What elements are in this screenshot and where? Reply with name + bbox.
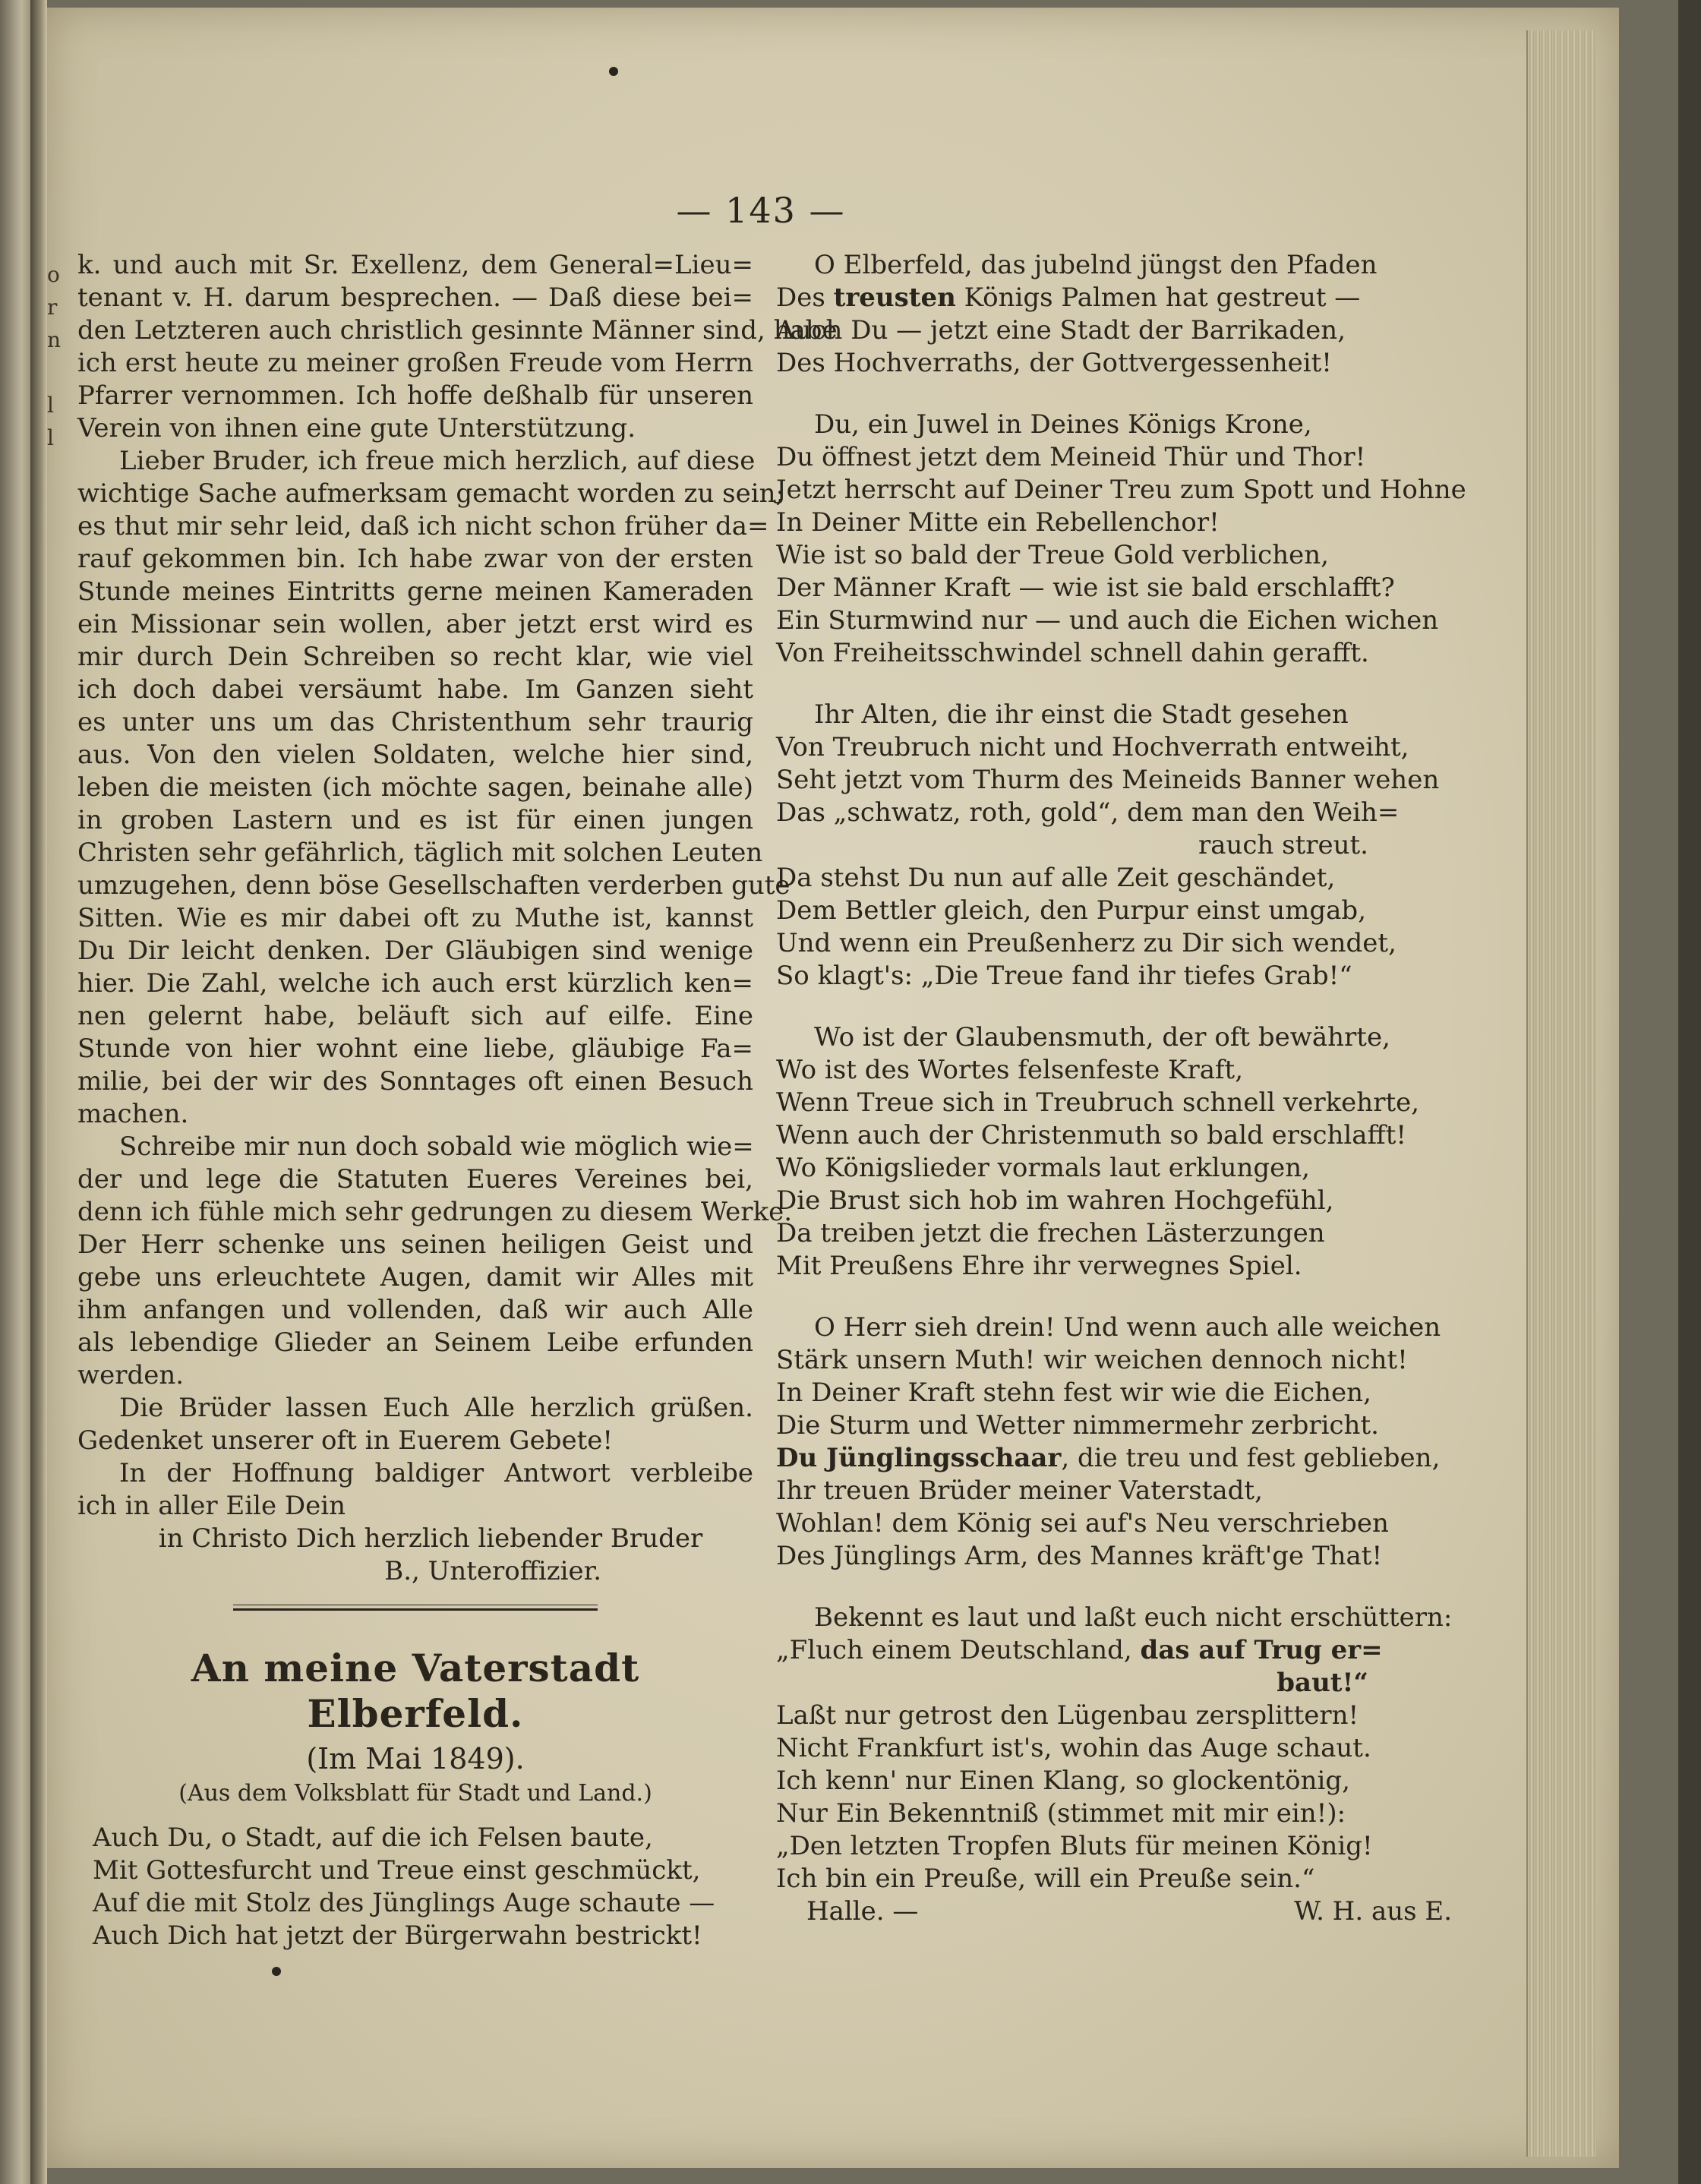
poem-line: Ich bin ein Preuße, will ein Preuße sein.“ — [776, 1864, 1315, 1894]
text-line: Pfarrer vernommen. Ich hoffe deßhalb für unseren — [77, 380, 753, 411]
left-column — [77, 249, 838, 1952]
page-block-edges — [1526, 30, 1596, 2157]
margin-letter: r — [47, 295, 58, 320]
poem-line: Die Brust sich hob im wahren Hochgefühl, — [776, 1185, 1334, 1216]
poem-line: Ihr treuen Brüder meiner Vaterstadt, — [776, 1475, 1263, 1506]
margin-letter: l — [47, 425, 54, 450]
text-line: In der Hoffnung baldiger Antwort verbleibe — [119, 1458, 753, 1488]
text-line: Sitten. Wie es mir dabei oft zu Muthe ist, kannst — [77, 903, 753, 933]
emphasized-word: treusten — [833, 282, 956, 313]
text-line: ich doch dabei versäumt habe. Im Ganzen sieht — [77, 674, 753, 705]
poem-line: Des Jünglings Arm, des Mannes kräft'ge That! — [776, 1541, 1383, 1571]
poem-line: O Herr sieh drein! Und wenn auch alle weichen — [814, 1312, 1441, 1343]
text-line: hier. Die Zahl, welche ich auch erst kürzlich ken= — [77, 968, 753, 999]
poem-line: Ich kenn' nur Einen Klang, so glockentönig, — [776, 1766, 1350, 1796]
poem-line: Mit Preußens Ehre ihr verwegnes Spiel. — [776, 1251, 1302, 1281]
emphasized-word: Du Jünglingsschaar — [776, 1443, 1062, 1473]
emphasized-word: das auf Trug er= — [1140, 1635, 1383, 1665]
text-line: Die Brüder lassen Euch Alle herzlich grüßen. — [119, 1393, 753, 1423]
poem-line: Stärk unsern Muth! wir weichen dennoch nicht! — [776, 1345, 1408, 1375]
poem-line: Wenn auch der Christenmuth so bald erschlafft! — [776, 1120, 1407, 1150]
poem-line: Auch Du, o Stadt, auf die ich Felsen baute, — [93, 1823, 653, 1853]
text-line: in groben Lastern und es ist für einen jungen — [77, 805, 753, 835]
text-line: Schreibe mir nun doch sobald wie möglich wie= — [119, 1131, 754, 1162]
text-line: Stunde von hier wohnt eine liebe, gläubige Fa= — [77, 1034, 753, 1064]
poem-first-stanza — [77, 1822, 753, 1952]
ink-dot — [272, 1967, 281, 1976]
poem-line: „Fluch einem Deutschland, das auf Trug er= — [776, 1635, 1383, 1665]
margin-letter: n — [47, 327, 62, 352]
text-line: ihm anfangen und vollenden, daß wir auch Alle — [77, 1295, 753, 1325]
poem-stanzas — [776, 249, 1466, 1895]
text-line: Du Dir leicht denken. Der Gläubigen sind wenige — [77, 936, 753, 966]
poem-line: Du, ein Juwel in Deines Königs Krone, — [814, 409, 1312, 440]
poem-title: An meine Vaterstadt Elberfeld. — [191, 1646, 640, 1736]
poem-line: In Deiner Mitte ein Rebellenchor! — [776, 507, 1220, 538]
text-line: werden. — [77, 1360, 185, 1390]
text-line: Der Herr schenke uns seinen heiligen Geist und — [77, 1229, 753, 1260]
previous-page-edge — [0, 0, 30, 2184]
text-line: aus. Von den vielen Soldaten, welche hier sind, — [77, 740, 753, 770]
poem-line: Du Jünglingsschaar, die treu und fest geblieben, — [776, 1443, 1441, 1473]
stanza-gap — [776, 993, 1460, 1021]
text-line: wichtige Sache aufmerksam gemacht worden zu sein; — [77, 478, 784, 509]
poem-line: Die Sturm und Wetter nimmermehr zerbricht. — [776, 1410, 1379, 1441]
stanza — [776, 1021, 1460, 1283]
text-line: es unter uns um das Christenthum sehr traurig — [77, 707, 753, 737]
poem-line: Auch Dich hat jetzt der Bürgerwahn bestrickt! — [93, 1920, 702, 1951]
stanza-gap — [776, 1573, 1460, 1602]
poem-line: Ihr Alten, die ihr einst die Stadt gesehen — [814, 699, 1349, 730]
book-gutter — [30, 0, 47, 2184]
poem-date: (Im Mai 1849). — [306, 1742, 525, 1775]
poem-line: Das „schwatz, roth, gold“, dem man den Weih= — [776, 797, 1400, 828]
poem-line: Wo ist des Wortes felsenfeste Kraft, — [776, 1055, 1244, 1085]
poem-line: Nur Ein Bekenntniß (stimmet mit mir ein!): — [776, 1798, 1346, 1829]
letter-closing: in Christo Dich herzlich liebender Bruder — [158, 1523, 703, 1554]
poem-line: Du öffnest jetzt dem Meineid Thür und Thor! — [776, 442, 1366, 472]
stanza — [776, 409, 1466, 670]
text-line: ich erst heute zu meiner großen Freude vom Herrn — [77, 348, 753, 378]
text-line: als lebendige Glieder an Seinem Leibe erfunden — [77, 1327, 753, 1358]
poem-line: Von Freiheitsschwindel schnell dahin gerafft. — [776, 638, 1369, 668]
margin-letter — [47, 356, 65, 389]
text-line: umzugehen, denn böse Gesellschaften verderben gute — [77, 870, 791, 901]
text-line: es thut mir sehr leid, daß ich nicht schon früher da= — [77, 511, 769, 541]
text-line: k. und auch mit Sr. Exellenz, dem General=Lieu= — [77, 250, 753, 280]
poem-line: Wie ist so bald der Treue Gold verblichen, — [776, 540, 1329, 570]
poem-line: Wo ist der Glaubensmuth, der oft bewährte, — [814, 1022, 1390, 1053]
poem-line: Von Treubruch nicht und Hochverrath entweiht, — [776, 732, 1409, 762]
poem-line: Der Männer Kraft — wie ist sie bald erschlafft? — [776, 573, 1395, 603]
text-line: den Letzteren auch christlich gesinnte Männer sind, habe — [77, 315, 838, 346]
letter-text — [77, 249, 838, 1523]
poem-footer — [776, 1895, 1460, 1928]
text-line: milie, bei der wir des Sonntages oft einen Besuch — [77, 1066, 753, 1097]
text-line: tenant v. H. darum besprechen. — Daß diese bei= — [77, 282, 753, 313]
text-line: denn ich fühle mich sehr gedrungen zu diesem Werke. — [77, 1197, 793, 1227]
poem-line: Seht jetzt vom Thurm des Meineids Banner wehen — [776, 765, 1440, 795]
text-line: Verein von ihnen eine gute Unterstützung. — [77, 413, 636, 443]
stanza — [776, 699, 1460, 993]
poem-line: Da treiben jetzt die frechen Lästerzungen — [776, 1218, 1325, 1248]
text-line: nen gelernt habe, beläuft sich auf eilfe. Eine — [77, 1001, 753, 1031]
text-line: rauf gekommen bin. Ich habe zwar von der ersten — [77, 544, 753, 574]
text-line: Lieber Bruder, ich freue mich herzlich, auf diese — [119, 446, 756, 476]
stanza — [776, 1602, 1460, 1895]
poem-line: Auf die mit Stolz des Jünglings Auge schaute — — [93, 1888, 715, 1918]
text-line: ich in aller Eile Dein — [77, 1491, 346, 1521]
poem-line: Jetzt herrscht auf Deiner Treu zum Spott und Hohne — [776, 475, 1466, 505]
poem-line: Bekennt es laut und laßt euch nicht erschüttern: — [814, 1602, 1453, 1633]
poem-line: Wo Königslieder vormals laut erklungen, — [776, 1153, 1310, 1183]
poem-line: So klagt's: „Die Treue fand ihr tiefes Grab!“ — [776, 961, 1352, 991]
poem-line: „Den letzten Tropfen Bluts für meinen König! — [776, 1831, 1373, 1861]
stanza — [776, 1311, 1460, 1573]
text-line: ein Missionar sein wollen, aber jetzt erst wird es — [77, 609, 753, 639]
letter-signature: B., Unteroffizier. — [384, 1556, 601, 1586]
text-line: machen. — [77, 1099, 189, 1129]
ink-dot — [609, 67, 618, 76]
right-column — [776, 249, 1466, 1928]
margin-letter: l — [47, 393, 54, 418]
text-line: Gedenket unserer oft in Euerem Gebete! — [77, 1425, 614, 1456]
stanza-gap — [776, 380, 1460, 409]
poem-line: Auch Du — jetzt eine Stadt der Barrikaden, — [776, 315, 1346, 346]
poem-line: Wohlan! dem König sei auf's Neu verschrieben — [776, 1508, 1389, 1539]
poem-line: Wenn Treue sich in Treubruch schnell verkehrte, — [776, 1087, 1420, 1118]
section-divider — [233, 1605, 598, 1611]
poem-line: O Elberfeld, das jubelnd jüngst den Pfaden — [814, 250, 1378, 280]
poem-line: Da stehst Du nun auf alle Zeit geschändet, — [776, 863, 1336, 893]
poem-line: baut!“ — [1277, 1668, 1368, 1698]
margin-letter: o — [47, 262, 60, 287]
poem-line: Des treusten Königs Palmen hat gestreut — — [776, 282, 1361, 313]
previous-page-margin-letters — [47, 258, 65, 454]
poem-line: Und wenn ein Preußenherz zu Dir sich wendet, — [776, 928, 1396, 958]
stanza — [776, 249, 1460, 380]
poem-place: Halle. — — [806, 1896, 919, 1927]
poem-line: Laßt nur getrost den Lügenbau zersplittern! — [776, 1700, 1359, 1731]
text-line: mir durch Dein Schreiben so recht klar, wie viel — [77, 642, 753, 672]
poem-line: Des Hochverraths, der Gottvergessenheit! — [776, 348, 1332, 378]
stanza-gap — [776, 670, 1460, 699]
page — [47, 8, 1619, 2168]
poem-line: Mit Gottesfurcht und Treue einst geschmückt, — [93, 1855, 701, 1886]
text-line: gebe uns erleuchtete Augen, damit wir Alles mit — [77, 1262, 753, 1292]
poem-line: Dem Bettler gleich, den Purpur einst umgab, — [776, 895, 1367, 926]
page-number: — 143 — — [676, 190, 846, 231]
text-line: Stunde meines Eintritts gerne meinen Kameraden — [77, 576, 753, 607]
poem-line: rauch streut. — [1198, 830, 1368, 860]
text-line: der und lege die Statuten Eueres Vereines bei, — [77, 1164, 753, 1195]
poem-line: Ein Sturmwind nur — und auch die Eichen wichen — [776, 605, 1439, 636]
poem-line: In Deiner Kraft stehn fest wir wie die Eichen, — [776, 1378, 1371, 1408]
background-edge — [1678, 0, 1701, 2184]
text-line: leben die meisten (ich möchte sagen, beinahe alle) — [77, 772, 753, 803]
poem-author: W. H. aus E. — [1294, 1896, 1452, 1927]
poem-source: (Aus dem Volksblatt für Stadt und Land.) — [178, 1780, 652, 1807]
text-line: Christen sehr gefährlich, täglich mit solchen Leuten — [77, 838, 763, 868]
poem-line: Nicht Frankfurt ist's, wohin das Auge schaut. — [776, 1733, 1371, 1763]
stanza-gap — [776, 1283, 1460, 1311]
